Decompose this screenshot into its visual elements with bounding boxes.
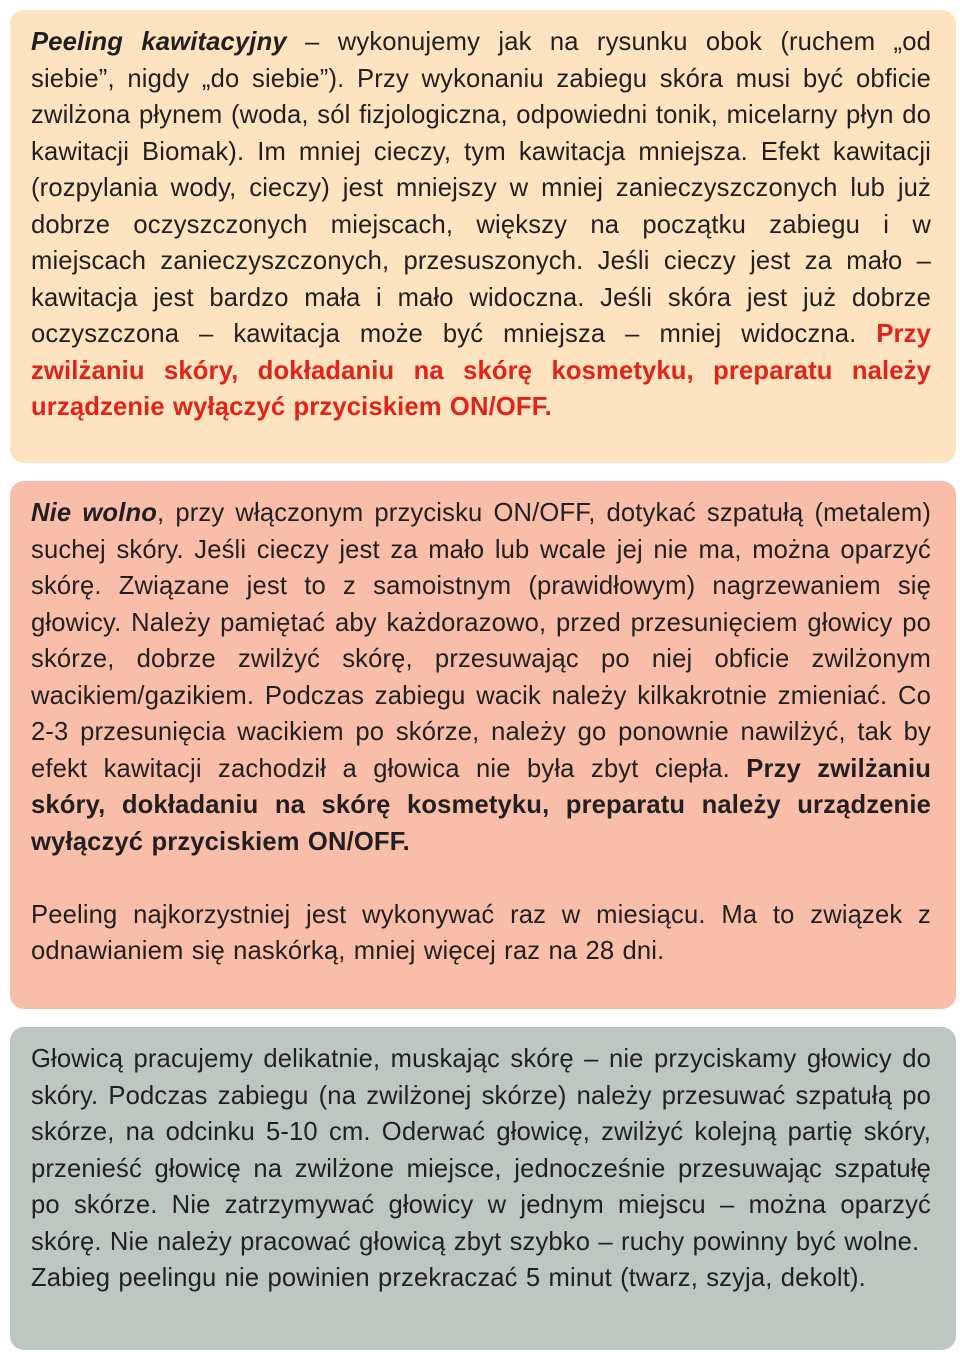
technique-paragraph: Głowicą pracujemy delikatnie, muskając skórę – nie przyciskamy głowicy do skóry. Podczas zabiegu (na zwilżonej skórze) należy przesuwać szpatułą po skórze, na odcinku 5-10 cm. Oderwać głowicę, zwilżyć kolejną partię skóry, przenieść głowicę na zwilżone miejsce, jednocześnie przesuwając szpatułę po skórze. Nie zatrzymywać głowicy w jednym miejscu – można oparzyć skórę. Nie należy pracować głowicą zbyt szybko – ruchy powinny być wolne. xyxy=(31,1045,931,1256)
peeling-body: – wykonujemy jak na rysunku obok (ruchem „od siebie”, nigdy „do siebie”). Przy wykonaniu zabiegu skóra musi być obficie zwilżona płynem (woda, sól fizjologiczna, odpowiedni tonik, micelarny płyn do kawitacji Biomak). Im mniej cieczy, tym kawitacja mniejsza. Efekt kawitacji (rozpylania wody, cieczy) jest mniejszy w mniej zanieczyszczonych lub już dobrze oczyszczonych miejscach, większy na początku zabiegu i w miejscach zanieczyszczonych, przesuszonych. Jeśli cieczy jest za mało – kawitacja jest bardzo mała i mało widoczna. Jeśli skóra jest już dobrze oczyszczona – kawitacja może być mniejsza – mniej widoczna. xyxy=(31,28,931,348)
safety-warning: Przy zwilżaniu skóry, dokładaniu na skórę kosmetyku, preparatu należy urządzenie wyłączyć przyciskiem ON/OFF. xyxy=(31,754,931,856)
safety-body: , przy włączonym przycisku ON/OFF, dotykać szpatułą (metalem) suchej skóry. Jeśli cieczy jest za mało lub wcale jej nie ma, można oparzyć skórę. Związane jest to z samoistnym (prawidłowym) nagrzewaniem się głowicy. Należy pamiętać aby każdorazowo, przed przesunięciem głowicy po skórze, dobrze zwilżyć skórę, przesuwając po niej obficie zwilżonym wacikiem/gazikiem. Podczas zabiegu wacik należy kilkakrotnie zmieniać. Co 2-3 przesunięcia wacikiem po skórze, należy go ponownie nawilżyć, tak by efekt kawitacji zachodził a głowica nie była zbyt ciepła. xyxy=(31,499,931,783)
peeling-term: Peeling kawitacyjny xyxy=(31,28,287,56)
peeling-warning: Przy zwilżaniu skóry, dokładaniu na skórę kosmetyku, preparatu należy urządzenie wyłączyć przyciskiem ON/OFF. xyxy=(31,320,931,421)
safety-paragraph xyxy=(31,495,931,860)
peeling-info-box xyxy=(10,10,956,463)
duration-paragraph: Zabieg peelingu nie powinien przekraczać 5 minut (twarz, szyja, dekolt). xyxy=(31,1264,866,1292)
peeling-paragraph xyxy=(31,24,931,426)
technique-info-box xyxy=(10,1027,956,1350)
frequency-paragraph: Peeling najkorzystniej jest wykonywać raz w miesiącu. Ma to związek z odnawianiem się naskórką, mniej więcej raz na 28 dni. xyxy=(31,900,931,965)
safety-term: Nie wolno xyxy=(31,499,158,527)
safety-warning-box xyxy=(10,481,956,1009)
